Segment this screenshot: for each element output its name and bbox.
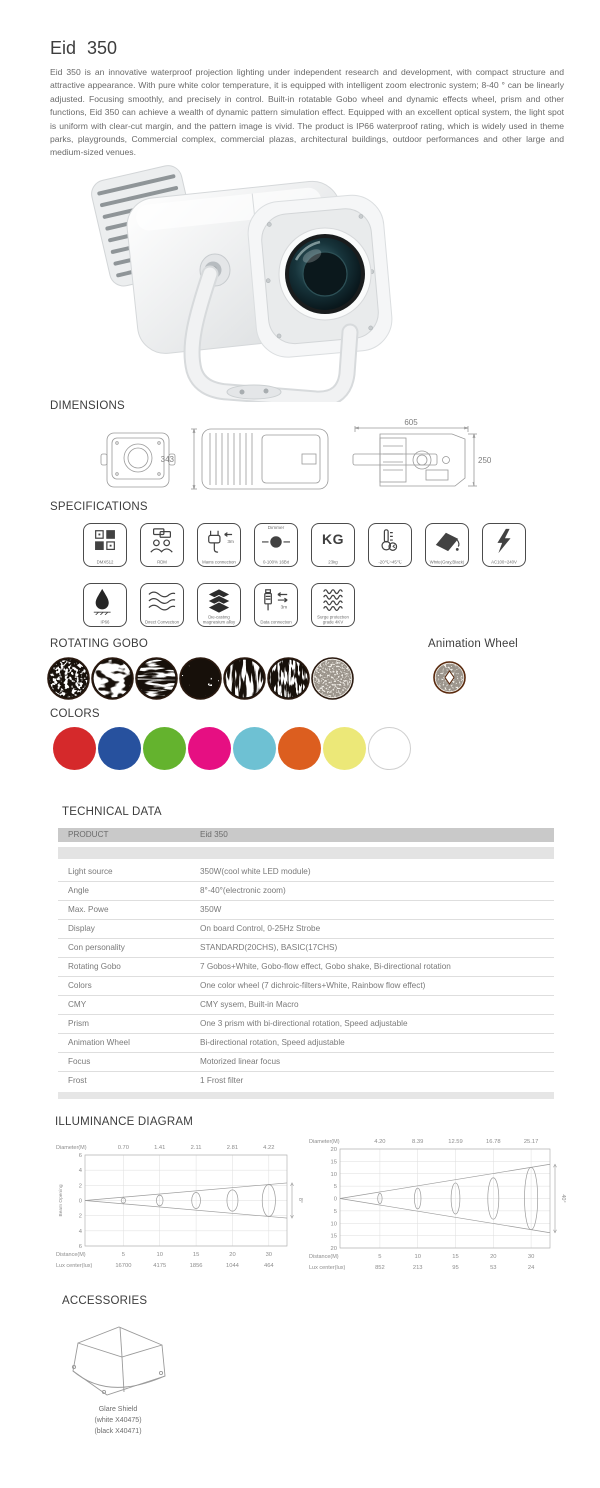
svg-text:10: 10 — [156, 1252, 163, 1258]
svg-text:Lux center(lux): Lux center(lux) — [56, 1263, 93, 1269]
svg-text:8.39: 8.39 — [412, 1139, 424, 1145]
svg-text:Diameter(M): Diameter(M) — [309, 1139, 340, 1145]
table-row — [58, 938, 554, 957]
side-view-drawing — [353, 426, 477, 486]
svg-text:15: 15 — [330, 1233, 337, 1240]
spec-icon-data-connection — [254, 583, 298, 627]
spec-icon-label: -20℃~45℃ — [378, 560, 402, 565]
svg-text:2.81: 2.81 — [226, 1145, 239, 1151]
spec-icon-label: 0-100% 16Bit — [263, 560, 289, 565]
table-row — [58, 1033, 554, 1052]
table-header-row — [58, 828, 554, 842]
spec-icon-housing-color — [425, 523, 469, 567]
table-row — [58, 900, 554, 919]
gobo-image-7 — [311, 657, 354, 700]
gobo-image-2 — [91, 657, 134, 700]
table-row-value: CMY sysem, Built-in Macro — [200, 1000, 299, 1009]
svg-text:Distance(M): Distance(M) — [56, 1252, 86, 1258]
table-row-label: Rotating Gobo — [68, 962, 121, 971]
table-row-value: 7 Gobos+White, Gobo-flow effect, Gobo shake, Bi-directional rotation — [200, 962, 451, 971]
table-row — [58, 1071, 554, 1090]
table-row-value: Motorized linear focus — [200, 1057, 281, 1066]
table-row-value: One color wheel (7 dichroic-filters+White, Rainbow flow effect) — [200, 981, 426, 990]
svg-text:213: 213 — [412, 1265, 423, 1271]
svg-text:16.78: 16.78 — [486, 1139, 501, 1145]
section-heading-dimensions: DIMENSIONS — [50, 400, 125, 412]
table-row-value: 8°-40°(electronic zoom) — [200, 886, 286, 895]
illuminance-chart-40deg — [308, 1134, 568, 1279]
spec-icon-label: Surge protection grade 4KV — [317, 615, 349, 625]
spec-icon-big-label: KG — [322, 531, 344, 547]
svg-text:Lux center(lux): Lux center(lux) — [309, 1265, 346, 1271]
section-heading-accessories: ACCESSORIES — [62, 1295, 148, 1307]
svg-text:10: 10 — [414, 1254, 421, 1260]
svg-text:1044: 1044 — [226, 1263, 239, 1269]
svg-text:16700: 16700 — [115, 1263, 132, 1269]
spec-icon-mains-connection — [197, 523, 241, 567]
color-swatch-5 — [233, 727, 276, 770]
gobo-image-1 — [47, 657, 90, 700]
section-heading-rotating-gobo: ROTATING GOBO — [50, 638, 149, 650]
svg-text:10: 10 — [330, 1171, 337, 1178]
accessory-white-code: (white X40475) — [94, 1417, 142, 1424]
spec-icons-row-1 — [83, 523, 526, 567]
table-row — [58, 1052, 554, 1071]
svg-text:4175: 4175 — [153, 1263, 167, 1269]
color-swatch-4 — [188, 727, 231, 770]
table-row — [58, 1014, 554, 1033]
svg-text:25.17: 25.17 — [523, 1139, 539, 1145]
spec-icon-power — [482, 523, 526, 567]
table-row-value: 1 Frost filter — [200, 1076, 244, 1085]
svg-text:95: 95 — [452, 1265, 459, 1271]
spec-icon-label: 23kg — [328, 560, 338, 565]
table-row — [58, 995, 554, 1014]
svg-text:6: 6 — [78, 1244, 82, 1250]
dim-605: 605 — [404, 418, 418, 427]
table-row — [58, 881, 554, 900]
table-row-label: CMY — [68, 1000, 87, 1009]
svg-text:2: 2 — [78, 1213, 82, 1220]
top-view-drawing — [191, 429, 328, 489]
gobo-image-8 — [433, 661, 466, 694]
svg-text:1856: 1856 — [189, 1263, 203, 1269]
color-swatch-2 — [98, 727, 141, 770]
spec-icon-rdm — [140, 523, 184, 567]
color-swatches — [53, 727, 411, 770]
spec-icon-alloy — [197, 583, 241, 627]
svg-text:5: 5 — [333, 1184, 337, 1191]
svg-text:4.22: 4.22 — [263, 1145, 275, 1151]
color-swatch-1 — [53, 727, 96, 770]
table-row-label: Con personality — [68, 943, 125, 952]
spec-icon-label: Direct Convection — [144, 620, 180, 625]
svg-text:30: 30 — [265, 1252, 273, 1258]
spec-icon-dimmer — [254, 523, 298, 567]
product-title: Eid 350 — [50, 38, 118, 58]
svg-text:20: 20 — [330, 1246, 337, 1252]
table-row-label: Light source — [68, 867, 113, 876]
section-heading-specifications: SPECIFICATIONS — [50, 501, 148, 513]
table-row — [58, 863, 554, 881]
table-row-value: 350W(cool white LED module) — [200, 867, 311, 876]
svg-text:30: 30 — [527, 1254, 535, 1260]
product-photo — [82, 148, 414, 407]
table-header-value: Eid 350 — [200, 830, 228, 839]
svg-text:15: 15 — [452, 1254, 459, 1260]
table-row-value: Bi-directional rotation, Speed adjustable — [200, 1038, 345, 1047]
spec-icon-label: IP66 — [100, 620, 110, 625]
glare-shield-drawing — [58, 1318, 178, 1407]
table-row-label: Colors — [68, 981, 92, 990]
svg-text:5: 5 — [378, 1254, 382, 1260]
svg-text:852: 852 — [375, 1265, 385, 1271]
svg-text:4: 4 — [78, 1168, 82, 1175]
dimension-drawings — [50, 418, 530, 503]
svg-text:24: 24 — [527, 1265, 535, 1271]
table-row-label: Display — [68, 924, 95, 933]
svg-text:0: 0 — [333, 1196, 337, 1203]
svg-text:3m: 3m — [280, 604, 288, 610]
spec-icon-convection — [140, 583, 184, 627]
spec-icon-label: Mains connection — [202, 560, 236, 565]
product-description: Eid 350 is an innovative waterproof projection lighting under independent research and development, with compact structure and attractive appearance. With pure white color temperature, it is equipped with intelligent zoom electronic system; 8-40 ° can be linearly adjusted. Focusing smoothly, and precisely in control. Built-in rotatable Gobo wheel and dynamic effects wheel, prism and other functions, Eid 350 can achieve a wealth of dynamic pattern simulation effect. Equipped with an excellent optical system, the light spot is uniform with clear-cut margin, and the pattern image is vivid. The product is IP66 waterproof rating, which is widely used in theme parks, playgrounds, Commercial complex, commercial plazas, architectural buildings, outdoor performances and other large and medium-sized venues. — [50, 67, 564, 158]
svg-text:8°: 8° — [297, 1197, 303, 1204]
gobo-image-3 — [135, 657, 178, 700]
spec-icon-label: Data connection — [260, 620, 292, 625]
gobo-image-6 — [267, 657, 310, 700]
svg-text:53: 53 — [490, 1265, 497, 1271]
spec-icon-label: Die-casting magnesium alloy — [202, 615, 236, 625]
color-swatch-8 — [368, 727, 411, 770]
table-row-label: Frost — [68, 1076, 87, 1085]
gobo-list — [47, 657, 354, 700]
table-spacer-band — [58, 847, 554, 859]
table-row-value: On board Control, 0-25Hz Strobe — [200, 924, 321, 933]
svg-text:464: 464 — [263, 1263, 274, 1269]
spec-icon-dmx — [83, 523, 127, 567]
svg-text:5: 5 — [333, 1208, 337, 1215]
svg-text:15: 15 — [192, 1252, 200, 1258]
spec-icon-label: DMX512 — [96, 560, 114, 565]
spec-icon-ip66 — [83, 583, 127, 627]
table-row-label: Focus — [68, 1057, 91, 1066]
svg-text:0.70: 0.70 — [117, 1145, 130, 1151]
table-row-label: Angle — [68, 886, 89, 895]
tech-table-rows — [58, 863, 554, 1090]
svg-text:4: 4 — [78, 1228, 82, 1235]
svg-text:40°: 40° — [560, 1194, 566, 1203]
spec-icon-weight — [311, 523, 355, 567]
svg-text:6: 6 — [78, 1153, 82, 1159]
accessory-black-code: (black X40471) — [94, 1428, 142, 1435]
dim-343: 343 — [160, 455, 174, 464]
animation-wheel-label: Animation Wheel — [428, 638, 518, 650]
svg-text:20: 20 — [490, 1254, 497, 1260]
svg-text:2: 2 — [78, 1183, 82, 1190]
table-row-label: Animation Wheel — [68, 1038, 130, 1047]
svg-text:Diameter(M): Diameter(M) — [56, 1145, 87, 1151]
spec-icon-label: AC100~240V — [491, 560, 517, 565]
gobo-image-5 — [223, 657, 266, 700]
table-footer-band — [58, 1092, 554, 1099]
color-swatch-6 — [278, 727, 321, 770]
svg-text:1.41: 1.41 — [154, 1145, 166, 1151]
table-row-value: STANDARD(20CHS), BASIC(17CHS) — [200, 943, 338, 952]
svg-text:2.11: 2.11 — [190, 1145, 202, 1151]
table-row — [58, 976, 554, 995]
svg-text:5: 5 — [121, 1252, 125, 1258]
table-header-label: PRODUCT — [68, 830, 109, 839]
svg-text:Distance(M): Distance(M) — [309, 1254, 339, 1260]
table-row-label: Max. Powe — [68, 905, 109, 914]
table-row-label: Prism — [68, 1019, 89, 1028]
table-row-value: One 3 prism with bi-directional rotation, Speed adjustable — [200, 1019, 408, 1028]
accessory-caption — [62, 1404, 174, 1437]
svg-text:4.20: 4.20 — [374, 1139, 386, 1145]
section-heading-illuminance: ILLUMINANCE DIAGRAM — [55, 1116, 193, 1128]
table-row-value: 350W — [200, 905, 222, 914]
svg-text:Beam Opening: Beam Opening — [59, 1184, 64, 1217]
section-heading-technical-data: TECHNICAL DATA — [62, 806, 162, 818]
illuminance-chart-8deg — [55, 1140, 305, 1277]
table-row — [58, 919, 554, 938]
accessory-name: Glare Shield — [98, 1406, 138, 1413]
spec-icon-label: White(Gray,Black) — [429, 560, 465, 565]
section-heading-colors: COLORS — [50, 708, 100, 720]
color-swatch-7 — [323, 727, 366, 770]
svg-text:0: 0 — [78, 1198, 82, 1205]
spec-icons-row-2 — [83, 583, 355, 627]
color-swatch-3 — [143, 727, 186, 770]
animation-wheel-image — [433, 661, 466, 699]
svg-text:15: 15 — [330, 1159, 337, 1166]
svg-text:3m: 3m — [227, 538, 234, 544]
gobo-image-4 — [179, 657, 222, 700]
spec-icon-surge — [311, 583, 355, 627]
svg-text:12.59: 12.59 — [448, 1139, 463, 1145]
svg-text:20: 20 — [330, 1147, 337, 1153]
technical-data-table — [58, 828, 554, 1099]
table-row — [58, 957, 554, 976]
dim-250: 250 — [478, 456, 492, 465]
svg-text:10: 10 — [330, 1221, 337, 1228]
svg-text:20: 20 — [229, 1252, 236, 1258]
spec-icon-top-label: Dimmer — [267, 526, 285, 531]
spec-icon-label: RDM — [157, 560, 167, 565]
spec-icon-temperature — [368, 523, 412, 567]
